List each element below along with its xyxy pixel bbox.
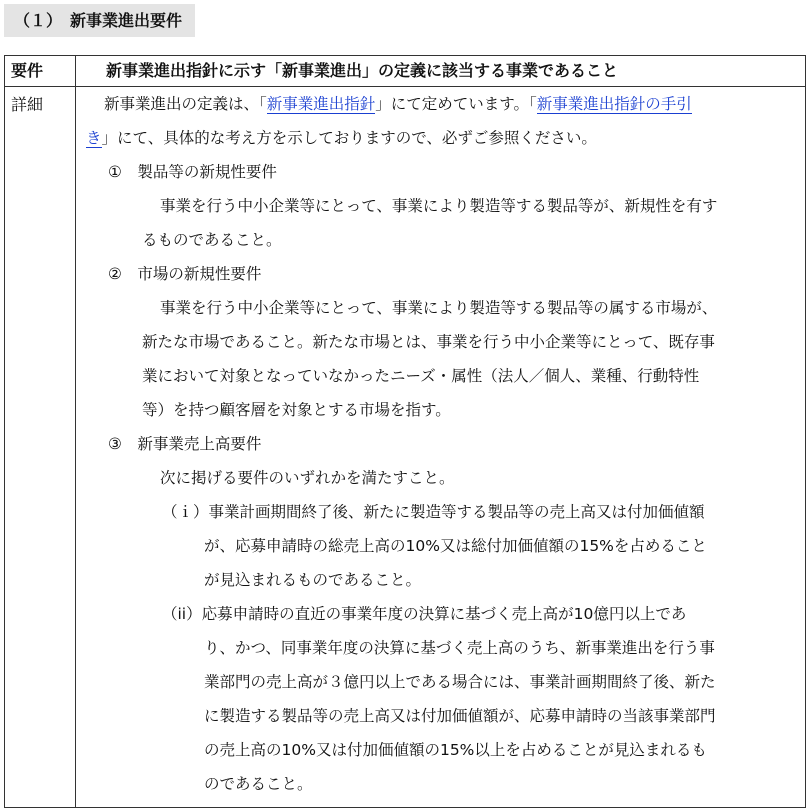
detail-body bbox=[76, 87, 805, 807]
sub-item-2-line-1: （ii）応募申請時の直近の事業年度の決算に基づく売上高が10億円以上であ bbox=[162, 605, 687, 623]
link-guideline-handbook-cont[interactable]: き bbox=[86, 129, 102, 147]
header-label-cell bbox=[5, 56, 76, 87]
item-1-line-2: るものであること。 bbox=[142, 231, 282, 249]
sub-item-1-line-2: が、応募申請時の総売上高の10%又は総付加価値額の15%を占めること bbox=[204, 537, 707, 555]
sub-item-2-line-5: の売上高の10%又は付加価値額の15%以上を占めることが見込まれるも bbox=[204, 741, 707, 759]
intro-line-1 bbox=[76, 87, 805, 121]
header-text: 新事業進出指針に示す「新事業進出」の定義に該当する事業であること bbox=[106, 61, 619, 80]
item-3-title: ③ 新事業売上高要件 bbox=[108, 435, 262, 453]
requirements-table bbox=[4, 55, 806, 808]
intro-line-2 bbox=[76, 121, 805, 155]
detail-row bbox=[5, 87, 806, 808]
item-3-line-1: 次に掲げる要件のいずれかを満たすこと。 bbox=[160, 469, 455, 487]
sub-item-1-line-3: が見込まれるものであること。 bbox=[204, 571, 422, 589]
item-2-line-1: 事業を行う中小企業等にとって、事業により製造等する製品等の属する市場が、 bbox=[160, 299, 718, 317]
detail-content-cell bbox=[76, 87, 806, 808]
header-label: 要件 bbox=[11, 61, 44, 80]
intro-text-a: 新事業進出の定義は、「 bbox=[104, 95, 267, 113]
item-2-line-2: 新たな市場であること。新たな市場とは、事業を行う中小企業等にとって、既存事 bbox=[142, 333, 715, 351]
item-2-line-3: 業において対象となっていなかったニーズ・属性（法人／個人、業種、行動特性 bbox=[142, 367, 700, 385]
detail-label: 詳細 bbox=[11, 95, 44, 114]
sub-item-2-line-2: り、かつ、同事業年度の決算に基づく売上高のうち、新事業進出を行う事 bbox=[204, 639, 715, 657]
intro-text-b: 」にて定めています。「 bbox=[375, 95, 537, 113]
sub-item-1-line-1: （ｉ）事業計画期間終了後、新たに製造等する製品等の売上高又は付加価値額 bbox=[162, 503, 705, 521]
detail-label-cell bbox=[5, 87, 76, 808]
header-text-cell bbox=[76, 56, 806, 87]
sub-item-2-line-4: に製造する製品等の売上高又は付加価値額が、応募申請時の当該事業部門 bbox=[204, 707, 716, 725]
link-new-business-guideline[interactable]: 新事業進出指針 bbox=[266, 95, 376, 113]
item-1-line-1: 事業を行う中小企業等にとって、事業により製造等する製品等が、新規性を有す bbox=[160, 197, 718, 215]
sub-item-2-line-3: 業部門の売上高が３億円以上である場合には、事業計画期間終了後、新た bbox=[204, 673, 716, 691]
section-title: （１） 新事業進出要件 bbox=[4, 4, 195, 37]
item-1-title: ① 製品等の新規性要件 bbox=[108, 163, 277, 181]
item-2-title: ② 市場の新規性要件 bbox=[108, 265, 262, 283]
sub-item-2-line-6: のであること。 bbox=[204, 775, 313, 793]
intro-text-c: 」にて、具体的な考え方を示しておりますので、必ずご参照ください。 bbox=[101, 129, 597, 147]
link-guideline-handbook[interactable]: 新事業進出指針の手引 bbox=[536, 95, 692, 113]
header-row bbox=[5, 56, 806, 87]
item-2-line-4: 等）を持つ顧客層を対象とする市場を指す。 bbox=[142, 401, 451, 419]
